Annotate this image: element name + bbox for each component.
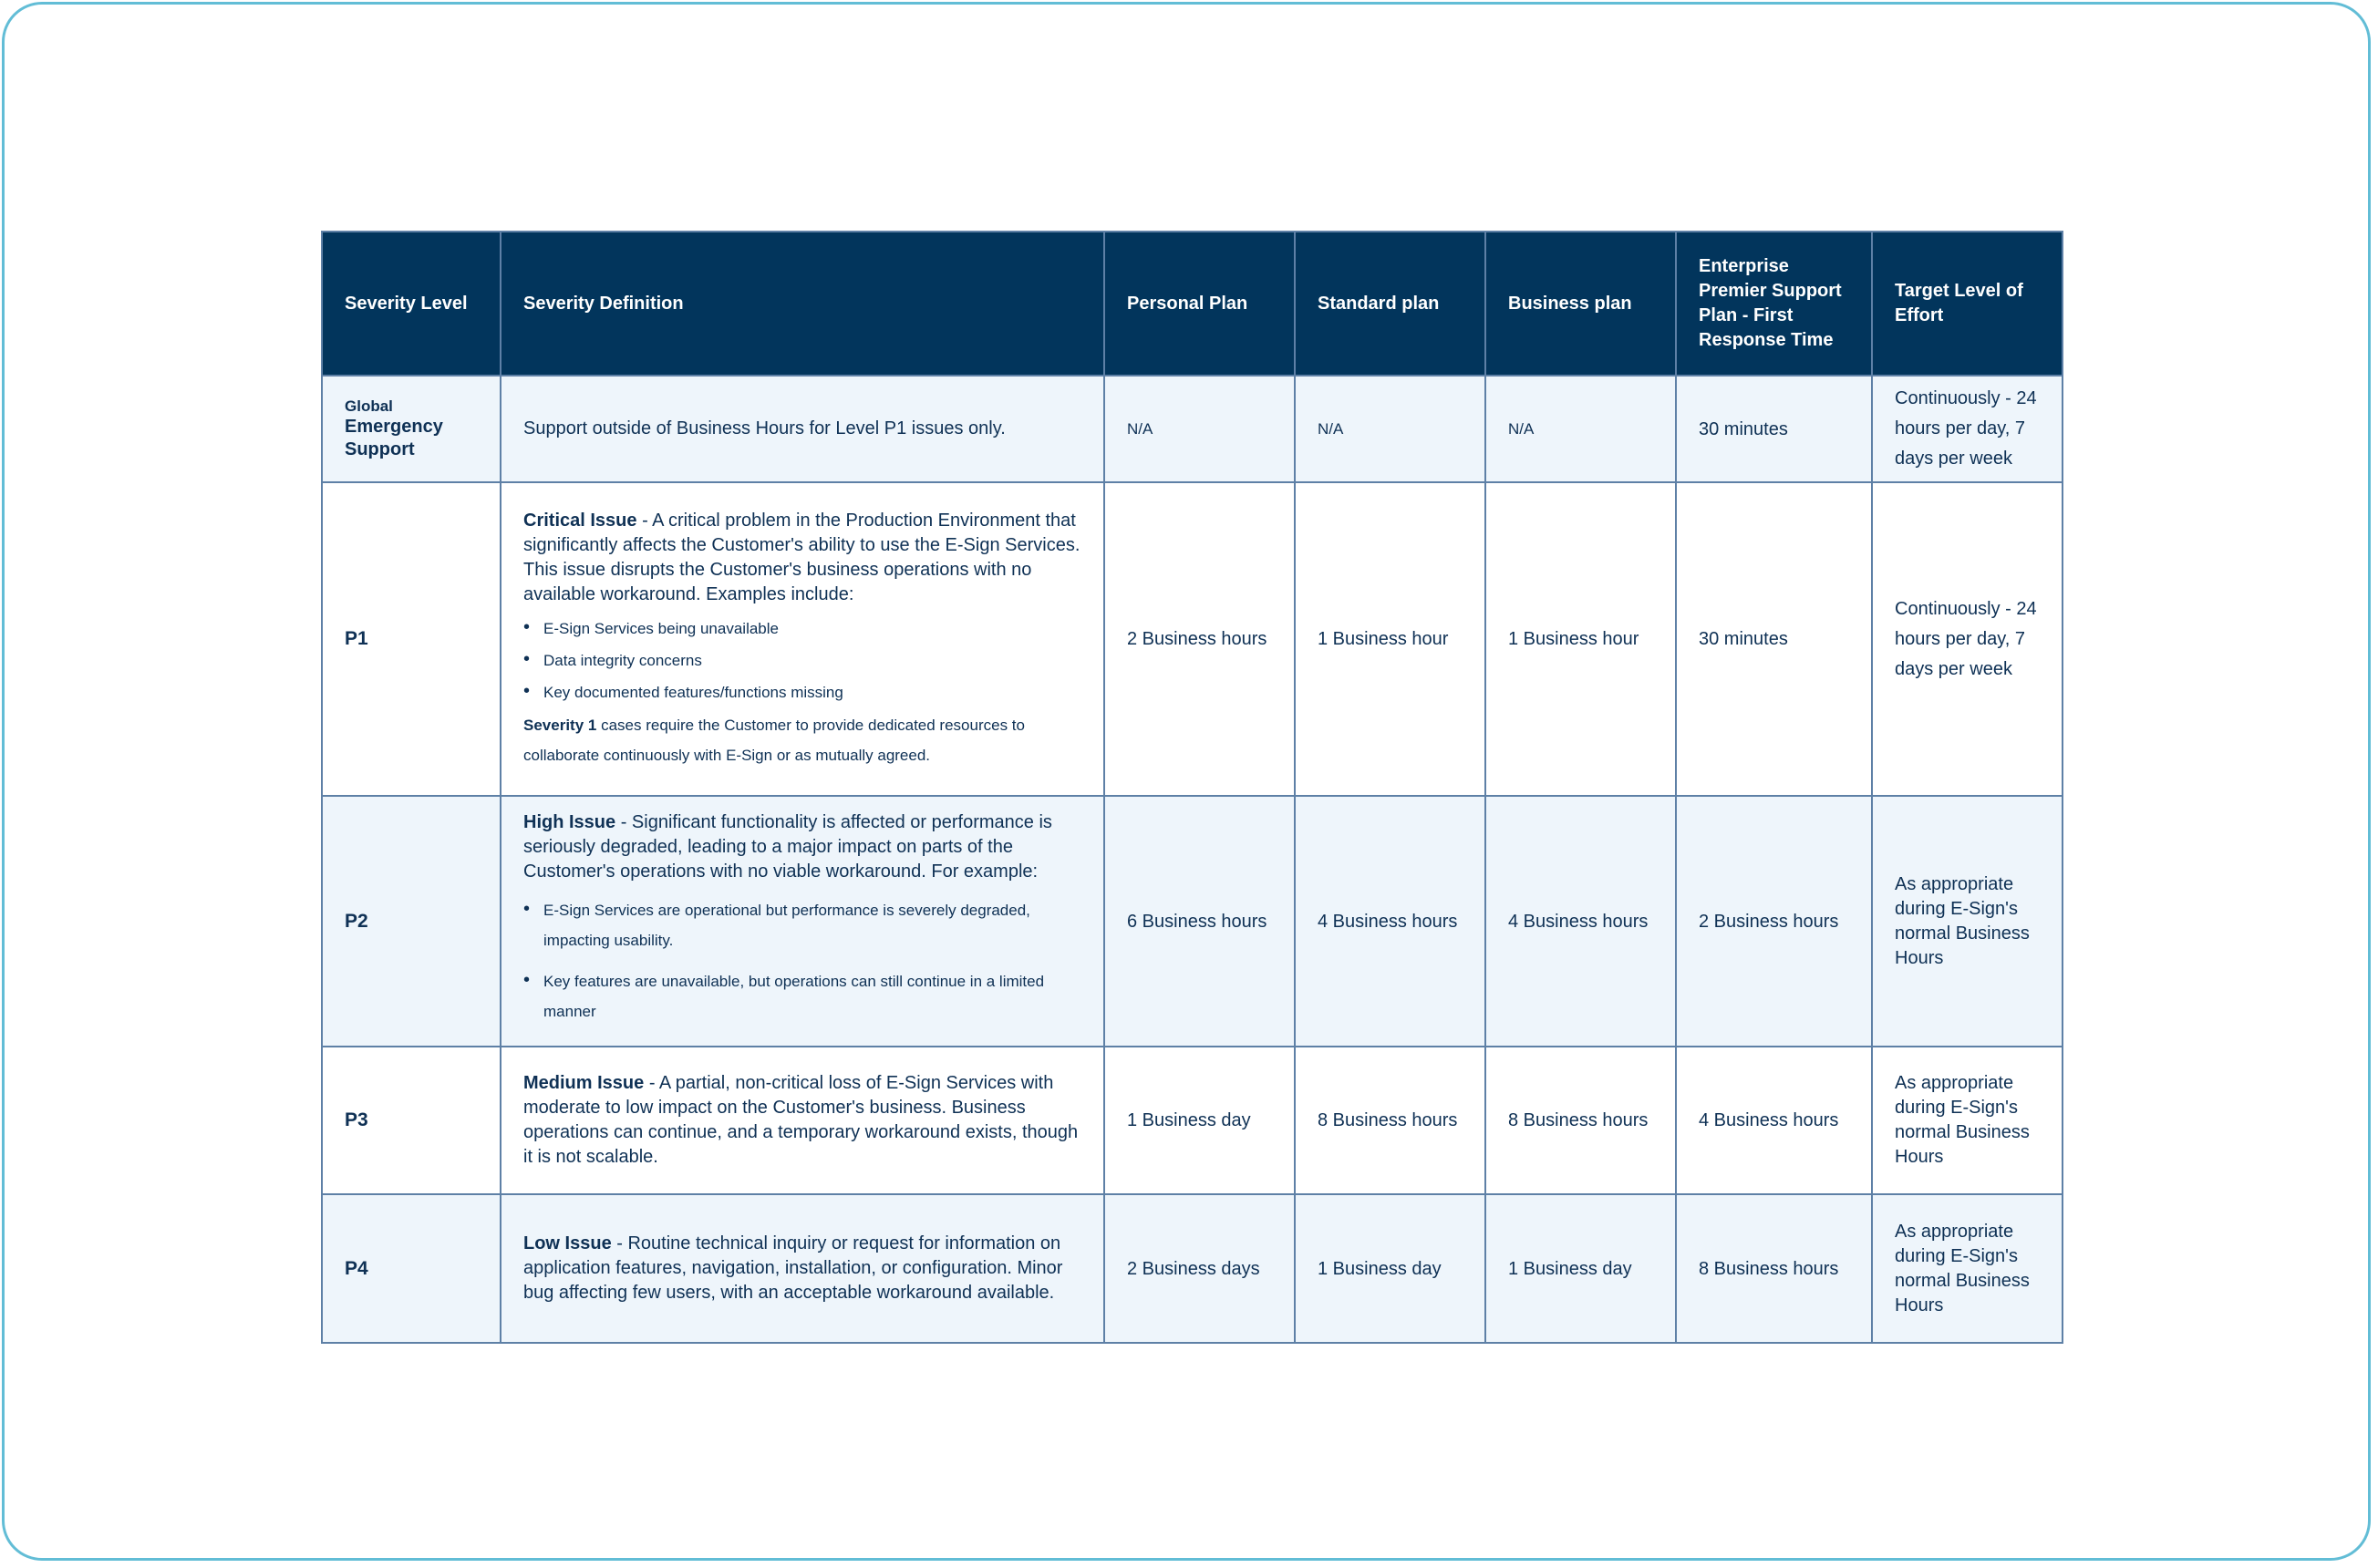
severity-definition-cell <box>501 796 1104 1047</box>
issue-description: - A partial, non-critical loss of E-Sign Services with moderate to low impact on the Customer's business. Business operations can continue, and a temporary workaround exists, though it is not scalable. <box>523 1073 1079 1167</box>
standard-plan-cell: 8 Business hours <box>1295 1047 1485 1194</box>
definition-text <box>523 509 1081 607</box>
header-standard-plan: Standard plan <box>1295 232 1485 376</box>
definition-text <box>523 810 1081 884</box>
table-row-global <box>322 376 2063 482</box>
business-plan-cell: 1 Business hour <box>1485 482 1676 796</box>
list-item: • Data integrity concerns <box>523 645 1081 676</box>
target-effort-cell: Continuously - 24 hours per day, 7 days per week <box>1872 376 2063 482</box>
header-business-plan: Business plan <box>1485 232 1676 376</box>
note-text: cases require the Customer to provide dedicated resources to collaborate continuously with E-Sign or as mutually agreed. <box>523 716 1025 764</box>
list-item: • E-Sign Services are operational but performance is severely degraded, impacting usability. <box>523 890 1081 961</box>
standard-plan-cell: 1 Business day <box>1295 1194 1485 1343</box>
table-row-p2 <box>322 796 2063 1047</box>
issue-description: - Routine technical inquiry or request for information on application features, navigation, installation, or configuration. Minor bug affecting few users, with an acceptable workaround available. <box>523 1233 1063 1303</box>
header-enterprise-plan: Enterprise Premier Support Plan - First Response Time <box>1676 232 1872 376</box>
table-row-p4 <box>322 1194 2063 1343</box>
target-effort-cell: As appropriate during E-Sign's normal Business Hours <box>1872 1194 2063 1343</box>
issue-title: Critical Issue <box>523 510 637 531</box>
severity-level-cell: P4 <box>322 1194 501 1343</box>
issue-description: - A critical problem in the Production Environment that significantly affects the Customer's ability to use the E-Sign Services. This issue disrupts the Customer's business operations with no available workaround. Examples include: <box>523 510 1080 604</box>
level-label-line1: Global <box>345 397 393 415</box>
header-severity-level: Severity Level <box>322 232 501 376</box>
standard-plan-cell: N/A <box>1295 376 1485 482</box>
severity-level-cell <box>322 376 501 482</box>
business-plan-cell: 1 Business day <box>1485 1194 1676 1343</box>
list-item: • Key features are unavailable, but operations can still continue in a limited manner <box>523 961 1081 1032</box>
severity-level-cell: P1 <box>322 482 501 796</box>
definition-text <box>523 1071 1081 1170</box>
level-label-line2: Emergency Support <box>345 416 443 459</box>
issue-title: Medium Issue <box>523 1073 645 1093</box>
target-effort-cell: As appropriate during E-Sign's normal Business Hours <box>1872 796 2063 1047</box>
issue-title: High Issue <box>523 812 616 832</box>
business-plan-cell: N/A <box>1485 376 1676 482</box>
enterprise-plan-cell: 2 Business hours <box>1676 796 1872 1047</box>
examples-list <box>523 890 1081 1032</box>
note-title: Severity 1 <box>523 716 597 734</box>
personal-plan-cell: 1 Business day <box>1104 1047 1295 1194</box>
examples-list <box>523 613 1081 708</box>
issue-description: - Significant functionality is affected or performance is seriously degraded, leading to a major impact on parts of the Customer's operations with no viable workaround. For example: <box>523 812 1052 882</box>
table-row-p1 <box>322 482 2063 796</box>
header-personal-plan: Personal Plan <box>1104 232 1295 376</box>
header-target-effort: Target Level of Effort <box>1872 232 2063 376</box>
standard-plan-cell: 4 Business hours <box>1295 796 1485 1047</box>
enterprise-plan-cell: 8 Business hours <box>1676 1194 1872 1343</box>
enterprise-plan-cell: 30 minutes <box>1676 482 1872 796</box>
business-plan-cell: 4 Business hours <box>1485 796 1676 1047</box>
list-item: • Key documented features/functions missing <box>523 676 1081 708</box>
business-plan-cell: 8 Business hours <box>1485 1047 1676 1194</box>
header-severity-definition: Severity Definition <box>501 232 1104 376</box>
severity-definition-cell <box>501 1194 1104 1343</box>
definition-text <box>523 1232 1081 1305</box>
severity-note <box>523 710 1081 770</box>
personal-plan-cell: N/A <box>1104 376 1295 482</box>
severity-definition-cell <box>501 1047 1104 1194</box>
standard-plan-cell: 1 Business hour <box>1295 482 1485 796</box>
target-effort-cell: As appropriate during E-Sign's normal Business Hours <box>1872 1047 2063 1194</box>
personal-plan-cell: 2 Business hours <box>1104 482 1295 796</box>
personal-plan-cell: 2 Business days <box>1104 1194 1295 1343</box>
enterprise-plan-cell: 4 Business hours <box>1676 1047 1872 1194</box>
target-effort-cell: Continuously - 24 hours per day, 7 days per week <box>1872 482 2063 796</box>
issue-title: Low Issue <box>523 1233 612 1253</box>
severity-definition-cell: Support outside of Business Hours for Level P1 issues only. <box>501 376 1104 482</box>
enterprise-plan-cell: 30 minutes <box>1676 376 1872 482</box>
severity-level-cell: P3 <box>322 1047 501 1194</box>
severity-level-cell: P2 <box>322 796 501 1047</box>
table-header-row <box>322 232 2063 376</box>
severity-definition-cell <box>501 482 1104 796</box>
severity-table <box>321 231 2063 1344</box>
table-row-p3 <box>322 1047 2063 1194</box>
personal-plan-cell: 6 Business hours <box>1104 796 1295 1047</box>
list-item: • E-Sign Services being unavailable <box>523 613 1081 645</box>
